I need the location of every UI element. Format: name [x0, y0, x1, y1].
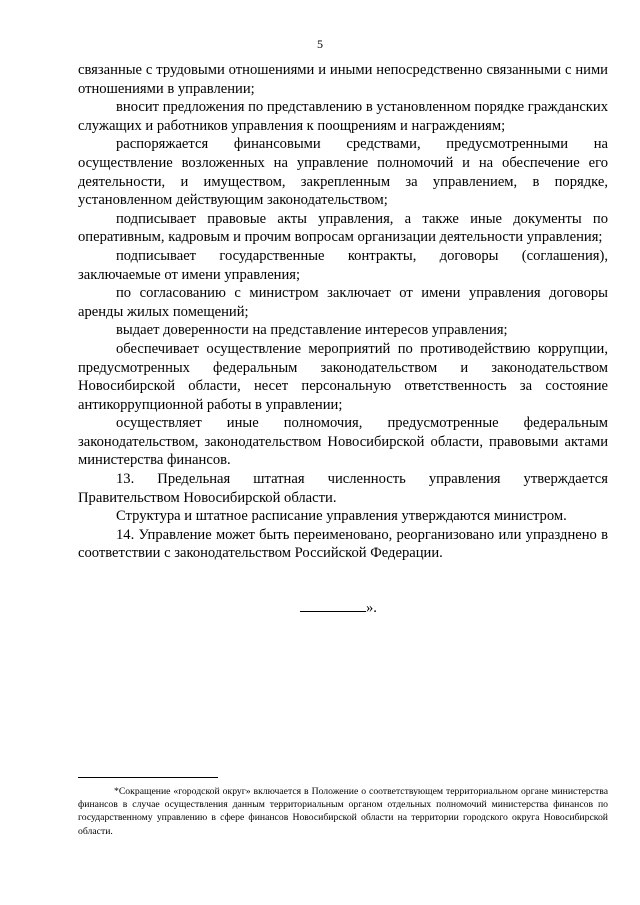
- footnote: *Сокращение «городской округ» включается в Положение о соответствующем территориальном органе министерства финансов в случае осуществления данным территориальным органом отдельных полномочий министерства финансов по государственному управлению в сфере финансов Новосибирской области на территории городского округа Новосибирской области.: [78, 786, 608, 837]
- paragraph: Структура и штатное расписание управления утверждаются министром.: [116, 508, 567, 525]
- paragraph: подписывает государственные контракты, договоры (соглашения), заключаемые от имени управления;: [78, 247, 608, 283]
- paragraph: распоряжается финансовыми средствами, предусмотренными на осуществление возложенных на управление полномочий и на обеспечение его деятельности, и имуществом, закрепленным за управлением, в порядке, установленном действующим законодательством;: [78, 136, 608, 209]
- signature-blank: [300, 598, 366, 612]
- closing-quote-mark: ».: [366, 600, 377, 616]
- footnote-separator: [78, 777, 218, 778]
- paragraph: обеспечивает осуществление мероприятий по противодействию коррупции, предусмотренных федеральным законодательством и законодательством Новосибирской области, несет персональную ответственность за состояние антикоррупционной работы в управлении;: [78, 340, 608, 413]
- document-body: [78, 61, 608, 563]
- paragraph: подписывает правовые акты управления, а также иные документы по оперативным, кадровым и прочим вопросам организации деятельности управления;: [78, 210, 608, 246]
- closing-signature-line: [300, 598, 377, 617]
- paragraph: по согласованию с министром заключает от имени управления договоры аренды жилых помещений;: [78, 285, 608, 320]
- paragraph: выдает доверенности на представление интересов управления;: [116, 322, 508, 339]
- paragraph: осуществляет иные полномочия, предусмотренные федеральным законодательством, законодательством Новосибирской области, правовыми актами министерства финансов.: [78, 415, 608, 469]
- paragraph-section-14: 14. Управление может быть переименовано, реорганизовано или упразднено в соответствии с законодательством Российской Федерации.: [78, 526, 608, 562]
- paragraph: связанные с трудовыми отношениями и иными непосредственно связанными с ними отношениями в управлении;: [78, 62, 608, 97]
- page-number: 5: [317, 37, 323, 51]
- paragraph: вносит предложения по представлению в установленном порядке гражданских служащих и работников управления к поощрениям и награждениям;: [78, 99, 608, 134]
- paragraph-section-13: 13. Предельная штатная численность управления утверждается Правительством Новосибирской области.: [78, 471, 608, 506]
